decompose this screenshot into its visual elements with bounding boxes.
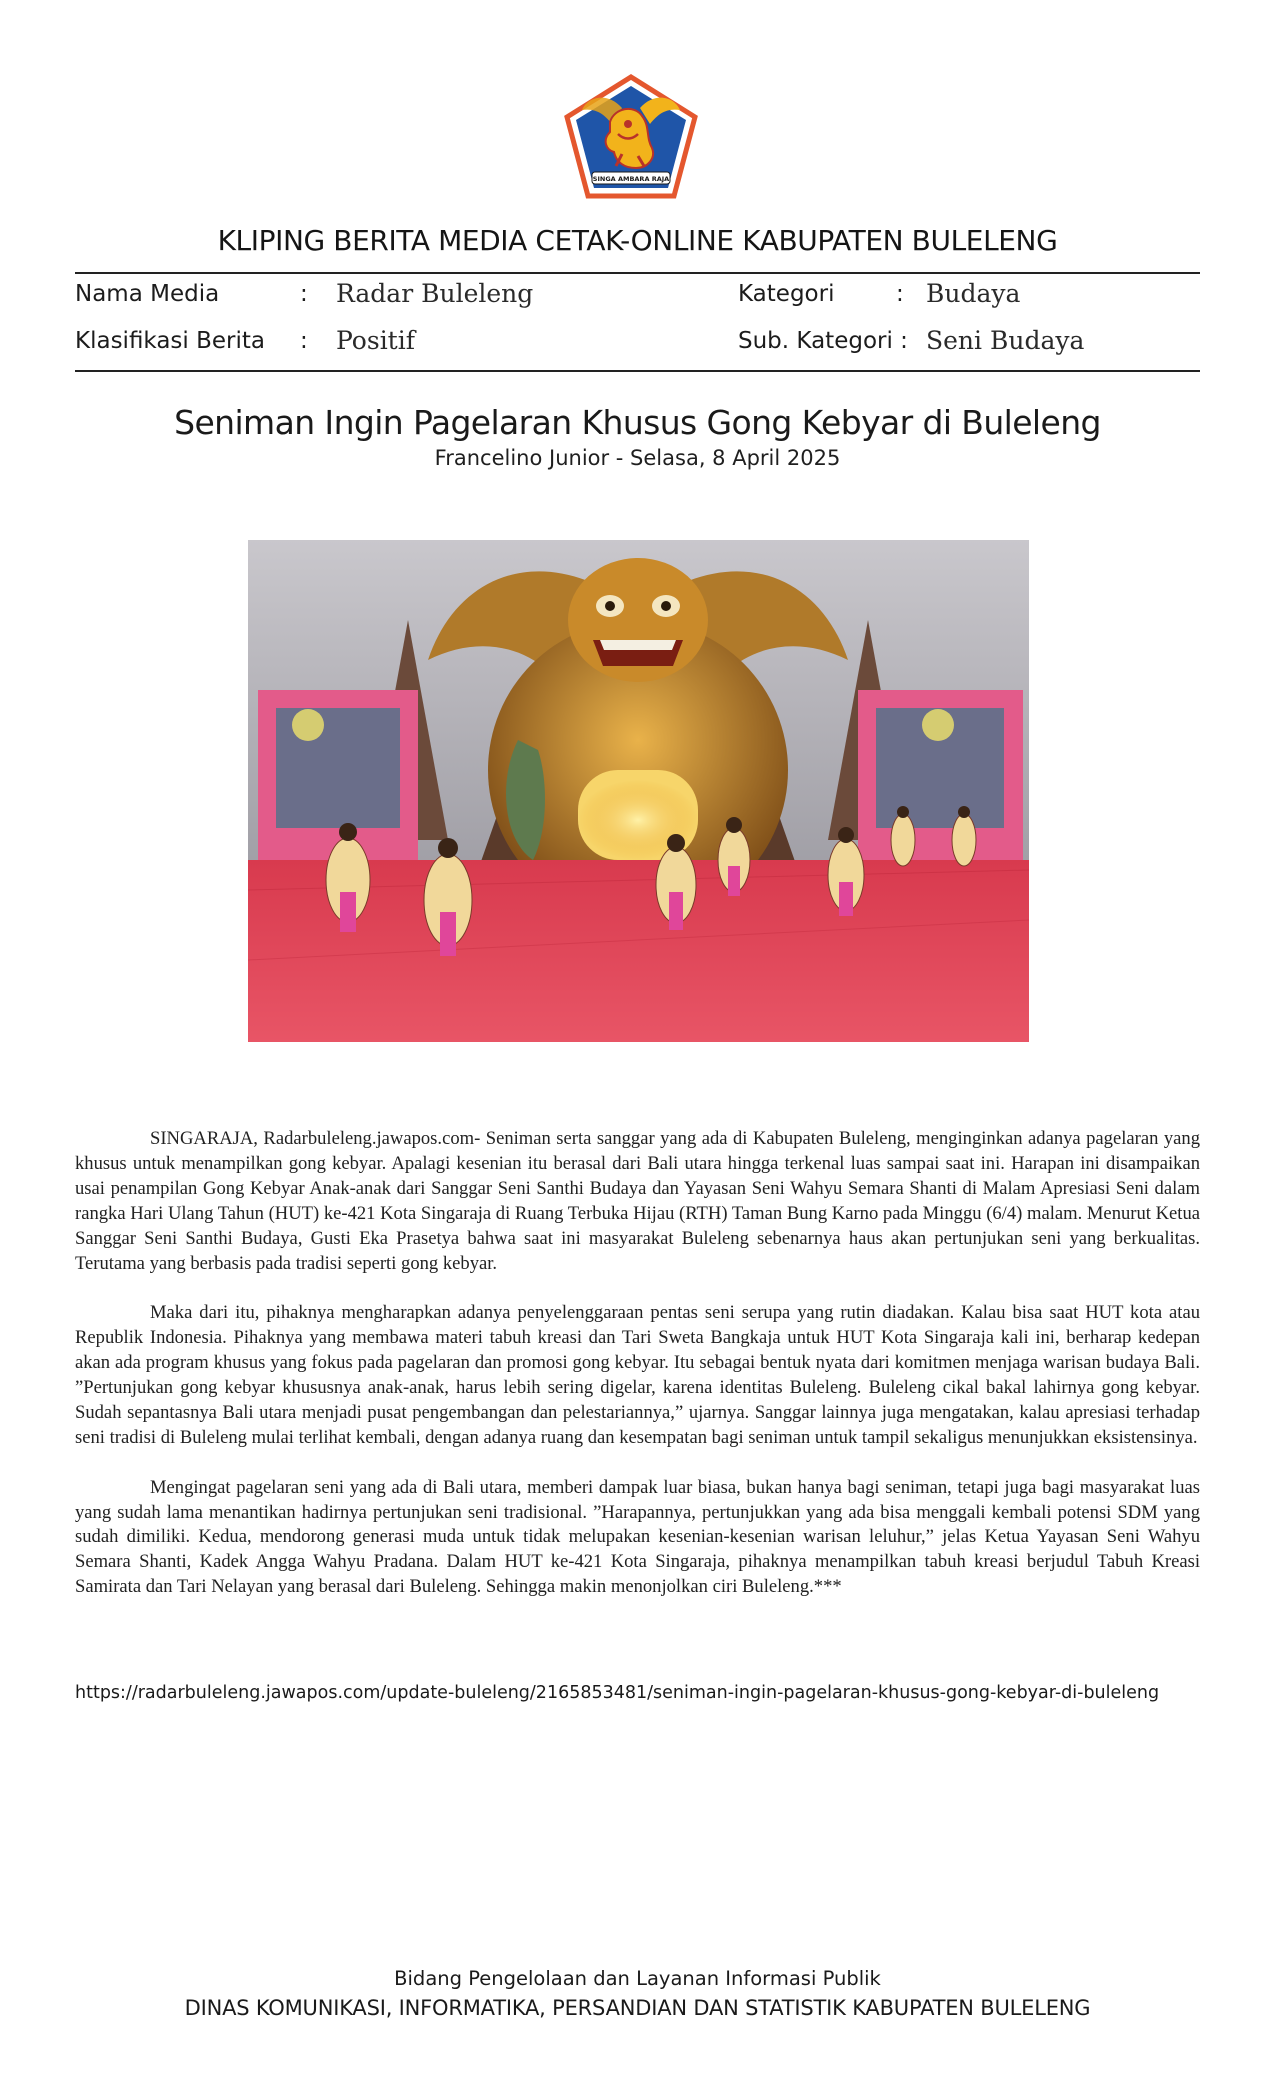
media-label: Nama Media	[75, 281, 220, 307]
divider-bottom	[75, 370, 1200, 372]
footer-agency: DINAS KOMUNIKASI, INFORMATIKA, PERSANDIAN DAN STATISTIK KABUPATEN BULELENG	[184, 1996, 1091, 2020]
klasifikasi-separator: :	[300, 328, 308, 354]
document-title: KLIPING BERITA MEDIA CETAK-ONLINE KABUPATEN BULELENG	[217, 224, 1058, 257]
svg-text:SINGA AMBARA RAJA: SINGA AMBARA RAJA	[592, 175, 670, 183]
article-body	[75, 1127, 1200, 1625]
kategori-separator: :	[896, 281, 904, 307]
singa-ambara-raja-emblem-icon	[562, 74, 700, 202]
article-paragraph: Mengingat pagelaran seni yang ada di Bali utara, memberi dampak luar biasa, bukan hanya bagi seniman, tetapi juga bagi masyarakat luas yang sudah lama menantikan hadirnya pertunjukan seni tradisional. ”Harapannya, pertunjukkan yang ada bisa menggali kembali potensi SDM yang sudah dimiliki. Kedua, mendorong generasi muda untuk tidak melupakan kesenian-kesenian warisan leluhur,” jelas Ketua Yayasan Seni Wahyu Semara Shanti, Kadek Angga Wahyu Pradana. Dalam HUT ke-421 Kota Singaraja, pihaknya menampilkan tabuh kreasi berjudul Tabuh Kreasi Samirata dan Tari Nelayan yang berasal dari Buleleng. Sehingga makin menonjolkan ciri Buleleng.***	[75, 1476, 1200, 1598]
kategori-value: Budaya	[926, 279, 1021, 308]
article-byline: Francelino Junior - Selasa, 8 April 2025	[434, 446, 841, 470]
subkategori-value: Seni Budaya	[926, 326, 1085, 355]
klasifikasi-value: Positif	[336, 326, 415, 355]
divider-top	[75, 272, 1200, 274]
kategori-label: Kategori	[738, 281, 835, 307]
article-headline: Seniman Ingin Pagelaran Khusus Gong Kebyar di Buleleng	[174, 403, 1101, 442]
klasifikasi-label: Klasifikasi Berita	[75, 328, 266, 354]
article-paragraph: Maka dari itu, pihaknya mengharapkan adanya penyelenggaraan pentas seni serupa yang rutin diadakan. Kalau bisa saat HUT kota atau Republik Indonesia. Pihaknya yang membawa materi tabuh kreasi dan Tari Sweta Bangkaja untuk HUT Kota Singaraja kali ini, berharap kedepan akan ada program khusus yang fokus pada pagelaran dan promosi gong kebyar. Itu sebagai bentuk nyata dari komitmen menjaga warisan budaya Bali. ”Pertunjukan gong kebyar khususnya anak-anak, harus lebih sering digelar, karena identitas Buleleng. Buleleng cikal bakal lahirnya gong kebyar. Sudah sepantasnya Bali utara menjadi pusat pengembangan dan pelestariannya,” ujarnya. Sanggar lainnya juga mengatakan, kalau apresiasi terhadap seni tradisi di Buleleng mulai terlihat kembali, dengan adanya ruang dan kesempatan bagi seniman untuk tampil sekaligus menunjukkan eksistensinya.	[75, 1302, 1200, 1448]
source-url[interactable]: https://radarbuleleng.jawapos.com/update-buleleng/2165853481/seniman-ingin-pagelaran-khusus-gong-kebyar-di-buleleng	[75, 1683, 1160, 1703]
gong-kebyar-performance-photo	[248, 540, 1029, 1042]
article-paragraph: SINGARAJA, Radarbuleleng.jawapos.com- Seniman serta sanggar yang ada di Kabupaten Buleleng, menginginkan adanya pagelaran yang khusus untuk menampilkan gong kebyar. Apalagi kesenian itu berasal dari Bali utara hingga terkenal luas sampai saat ini. Harapan ini disampaikan usai penampilan Gong Kebyar Anak-anak dari Sanggar Seni Santhi Budaya dan Yayasan Seni Wahyu Semara Shanti di Malam Apresiasi Seni dalam rangka Hari Ulang Tahun (HUT) ke-421 Kota Singaraja di Ruang Terbuka Hijau (RTH) Taman Bung Karno pada Minggu (6/4) malam. Menurut Ketua Sanggar Seni Santhi Budaya, Gusti Eka Prasetya bahwa saat ini masyarakat Buleleng sebenarnya haus akan pertunjukan seni yang berkualitas. Terutama yang berbasis pada tradisi seperti gong kebyar.	[75, 1128, 1200, 1274]
footer-division: Bidang Pengelolaan dan Layanan Informasi Publik	[394, 1967, 881, 1990]
media-value: Radar Buleleng	[336, 279, 534, 308]
media-separator: :	[300, 281, 308, 307]
subkategori-label: Sub. Kategori :	[738, 328, 908, 354]
